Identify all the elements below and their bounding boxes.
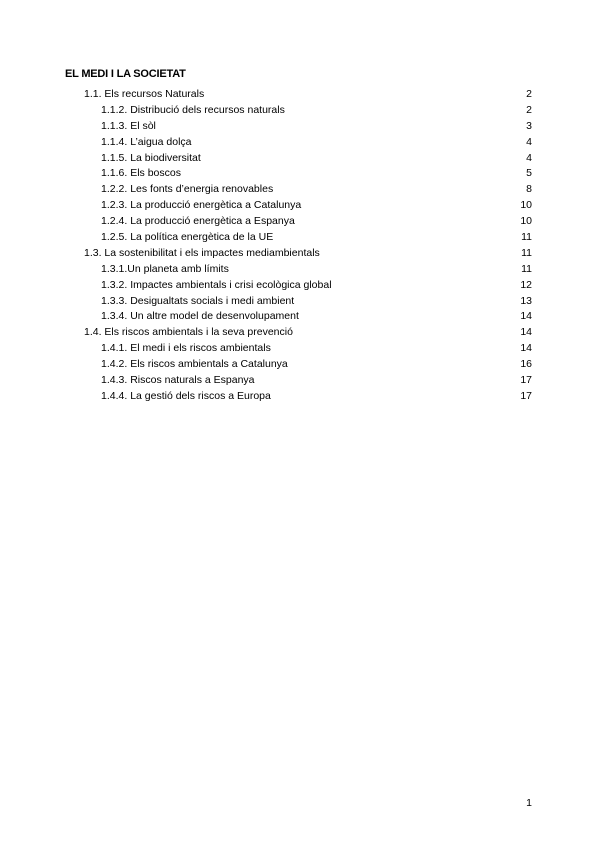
toc-entry-page-number: 11 (521, 246, 532, 259)
toc-entry[interactable] (0, 103, 600, 119)
toc-entry[interactable] (0, 389, 600, 405)
toc-entry[interactable] (0, 214, 600, 230)
toc-entry-label: 1.2.3. La producció energètica a Catalunya (101, 199, 302, 212)
toc-entry-label: 1.2.5. La política energètica de la UE (101, 231, 274, 244)
toc-entry[interactable] (0, 230, 600, 246)
toc-entry-page-number: 10 (520, 199, 532, 212)
toc-entry[interactable] (0, 151, 600, 167)
toc-entry[interactable] (0, 166, 600, 182)
toc-entry-label: 1.1.5. La biodiversitat (101, 151, 201, 164)
toc-entry[interactable] (0, 135, 600, 151)
toc-entry-label: 1.3.3. Desigualtats socials i medi ambient (101, 294, 295, 307)
toc-entry-page-number: 17 (520, 389, 532, 402)
toc-entry[interactable] (0, 278, 600, 294)
toc-entry-label: 1.1.6. Els boscos (101, 167, 181, 180)
toc-entry-page-number: 11 (521, 231, 532, 244)
toc-entry[interactable] (0, 182, 600, 198)
toc-entry-label: 1.4.1. El medi i els riscos ambientals (101, 342, 271, 355)
toc-entry-page-number: 11 (521, 262, 532, 275)
toc-entry[interactable] (0, 309, 600, 325)
toc-entry-label: 1.1.2. Distribució dels recursos naturals (101, 103, 285, 116)
toc-title: EL MEDI I LA SOCIETAT (65, 68, 186, 80)
toc-entry-label: 1.1.4. L’aigua dolça (101, 135, 192, 148)
toc-entry-label: 1.3. La sostenibilitat i els impactes mediambientals (84, 246, 320, 259)
toc-entry-page-number: 2 (526, 88, 532, 100)
toc-entry-page-number: 10 (520, 215, 532, 228)
toc-entry[interactable] (0, 262, 600, 278)
toc-entry-page-number: 4 (526, 151, 532, 164)
toc-entry[interactable] (0, 357, 600, 373)
toc-entry-page-number: 8 (526, 183, 532, 196)
toc-entry-page-number: 5 (526, 167, 532, 180)
footer-page-number: 1 (526, 797, 532, 809)
toc-entry-page-number: 4 (526, 135, 532, 148)
toc-entry-label: 1.3.4. Un altre model de desenvolupament (101, 310, 299, 323)
toc-entry-label: 1.1.3. El sòl (101, 119, 156, 132)
toc-entry-label: 1.4.2. Els riscos ambientals a Catalunya (101, 358, 288, 371)
toc-entry[interactable] (0, 341, 600, 357)
toc-entry-page-number: 12 (520, 278, 532, 291)
toc-entry[interactable] (0, 198, 600, 214)
toc-entry[interactable] (0, 119, 600, 135)
toc-entry-page-number: 14 (520, 342, 532, 355)
toc-entry-label: 1.2.4. La producció energètica a Espanya (101, 215, 295, 228)
toc-entry-page-number: 14 (520, 310, 532, 323)
toc-entry[interactable] (0, 294, 600, 310)
toc-entry-label: 1.3.2. Impactes ambientals i crisi ecològica global (101, 278, 332, 291)
toc-entry-label: 1.2.2. Les fonts d’energia renovables (101, 183, 274, 196)
toc-entry[interactable] (0, 325, 600, 341)
table-of-contents (0, 87, 600, 405)
toc-entry-page-number: 16 (520, 358, 532, 371)
toc-entry-page-number: 14 (520, 326, 532, 339)
toc-entry[interactable] (0, 373, 600, 389)
toc-entry-label: 1.1. Els recursos Naturals (84, 88, 205, 100)
toc-entry-page-number: 17 (520, 374, 532, 387)
toc-entry[interactable] (0, 87, 600, 103)
toc-entry-label: 1.4.3. Riscos naturals a Espanya (101, 374, 255, 387)
toc-entry-label: 1.4. Els riscos ambientals i la seva prevenció (84, 326, 293, 339)
toc-entry-page-number: 13 (520, 294, 532, 307)
toc-entry-label: 1.4.4. La gestió dels riscos a Europa (101, 389, 271, 402)
toc-entry-page-number: 3 (526, 119, 532, 132)
toc-entry[interactable] (0, 246, 600, 262)
toc-entry-label: 1.3.1.Un planeta amb límits (101, 262, 229, 275)
toc-entry-page-number: 2 (526, 103, 532, 116)
